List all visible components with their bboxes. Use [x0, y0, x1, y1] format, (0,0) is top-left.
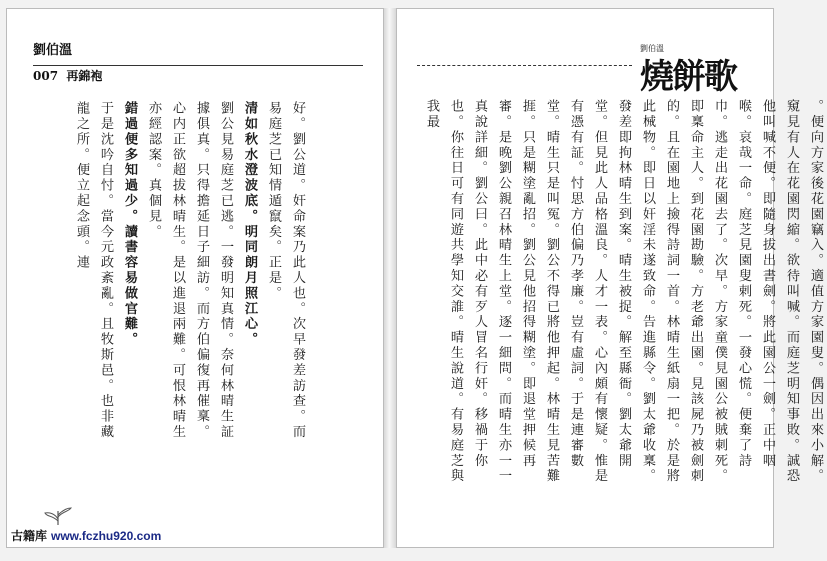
right-body-text: [419, 99, 827, 494]
page-number-line: [33, 67, 102, 84]
verse-couplet: 清如秋水澄波底。明同朗月照江心。: [242, 101, 257, 348]
left-body-text: [69, 101, 309, 451]
chapter-title: 再錦袍: [66, 69, 103, 83]
verse-couplet: 錯過便多知過少。讀書容易做官難。: [122, 101, 137, 348]
running-head-author: 劉伯溫: [33, 43, 73, 58]
paragraph: 。便向方家後花園竊入。適值方家園叟。偶因出來小解。窺見有人在花園閃縮。欲待叫喊。而庭芝明知事敗。誠恐他叫喊不便。即隨身拔出書劍。將此園公一劍。正中咽喉。哀哉一命。庭芝見園叟剌死。一發心慌。便棄了詩巾。逃走出花園去了。次早。方家童僕見園公被賊刺死。即稟命主人。到花園勘驗。方老爺出園。見該屍乃被劍刺的。且在園地上撿得詩詞一首。林晴生紙扇一把。於是將此械物。即日以奸淫未遂致命。告進縣令。劉太爺收稟。發差即拘林晴生到案。晴生被捉。解至縣衙。劉太爺開堂。但見此人品格溫良。人才一表。心內頗有懷疑。惟是有憑有証。忖思方伯偏乃孝廉。豈有虛詞。于是連審數堂。晴生只是叫冤。劉公不得已將他押起。林晴生見苦難捱。只是糊塗亂招。劉公見他招得糊塗。即退堂押候再審。是晚劉公親召林晴生上堂。逐一細問。而晴生亦一一真說詳細。劉公曰。此中必有歹人冒名行奸。移禍于你也。你往日可有同遊共學知交誰。晴生說道。有易庭芝與我最: [424, 99, 823, 484]
site-watermark: [7, 525, 197, 547]
book-spine: [384, 8, 396, 548]
left-page: [6, 8, 384, 548]
paragraph: 于是沈吟自忖。當今元政紊亂。且牧斯邑。也非藏龍之所。便立起念頭。連: [74, 101, 113, 440]
paragraph: 好。劉公道。奸命案乃此人也。次早發差訪查。而易庭芝已知情遁竄矣。正是。: [266, 101, 305, 440]
watermark-label: 古籍库: [11, 529, 48, 543]
header-rule: [33, 65, 363, 66]
header-rule: [417, 65, 632, 66]
page-number: 007: [33, 69, 59, 83]
right-page: [396, 8, 823, 548]
brand-title: 燒餅歌: [640, 57, 736, 97]
watermark-url: www.fczhu920.com: [51, 529, 162, 543]
paragraph: 劉公見易庭芝已逃。一發明知真情。奈何林晴生証據俱真。只得擔延日子細訪。而方伯偏復再催稟。心内正欲超拔林晴生。是以進退兩難。可恨林晴生亦經認案。真個見。: [146, 101, 233, 440]
brand-author: 劉伯溫: [640, 44, 664, 53]
